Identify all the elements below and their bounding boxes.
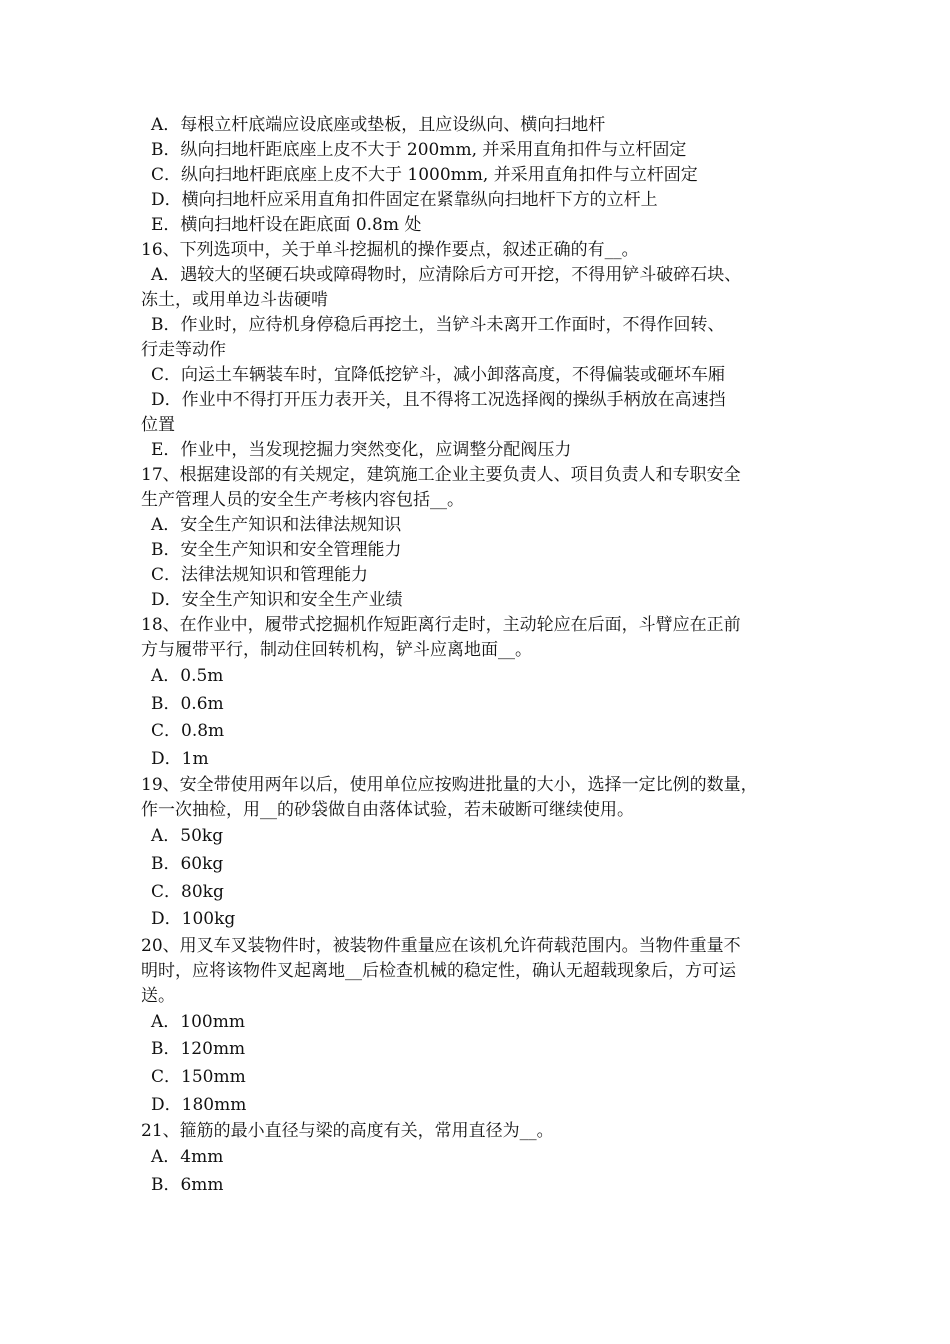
- option-d: D．作业中不得打开压力表开关，且不得将工况选择阀的操纵手柄放在高速挡: [151, 390, 726, 410]
- q15-options: [141, 113, 821, 238]
- question-text: 20、用叉车叉装物件时，被装物件重量应在该机允许荷载范围内。当物件重量不: [141, 935, 741, 956]
- question-20-options: [141, 1009, 821, 1119]
- question-18-options: [141, 663, 821, 773]
- question-16: [141, 238, 821, 463]
- option-a: A．50kg: [151, 826, 224, 847]
- question-text-continued: 作一次抽检，用__的砂袋做自由落体试验，若未破断可继续使用。: [141, 800, 634, 821]
- option-b: B．6mm: [151, 1174, 224, 1195]
- option-b: B．纵向扫地杆距底座上皮不大于 200mm, 并采用直角扣件与立杆固定: [151, 140, 687, 160]
- question-text: 17、根据建设部的有关规定，建筑施工企业主要负责人、项目负责人和专职安全: [141, 465, 741, 485]
- option-b: B．60kg: [151, 853, 224, 874]
- question-17: [141, 463, 821, 663]
- option-c: C．纵向扫地杆距底座上皮不大于 1000mm, 并采用直角扣件与立杆固定: [151, 165, 698, 185]
- option-b: B．作业时，应待机身停稳后再挖土，当铲斗未离开工作面时，不得作回转、: [151, 315, 725, 335]
- page-content: [141, 113, 821, 1199]
- option-e: E．横向扫地杆设在距底面 0.8m 处: [151, 215, 422, 235]
- question-21-options: [141, 1144, 821, 1199]
- option-d: D．100kg: [151, 909, 236, 930]
- question-21: [141, 1119, 821, 1144]
- option-d: D．180mm: [151, 1094, 247, 1115]
- question-text: 16、下列选项中，关于单斗挖掘机的操作要点，叙述正确的有__。: [141, 240, 639, 260]
- question-text-end: 送。: [141, 985, 175, 1006]
- question-18-text: 18、在作业中，履带式挖掘机作短距离行走时，主动轮应在后面，斗臂应在正前: [141, 615, 741, 635]
- question-text-continued: 生产管理人员的安全生产考核内容包括__。: [141, 490, 464, 510]
- option-c: C．向运土车辆装车时，宜降低挖铲斗，减小卸落高度，不得偏装或砸坏车厢: [151, 365, 726, 385]
- option-a-continued: 冻土，或用单边斗齿硬啃: [141, 290, 328, 310]
- option-e: E．作业中，当发现挖掘力突然变化，应调整分配阀压力: [151, 440, 572, 460]
- option-a: A．100mm: [151, 1011, 245, 1032]
- option-c: C．150mm: [151, 1066, 246, 1087]
- option-d: D．安全生产知识和安全生产业绩: [151, 590, 403, 610]
- option-d: D．横向扫地杆应采用直角扣件固定在紧靠纵向扫地杆下方的立杆上: [151, 190, 658, 210]
- option-a: A．0.5m: [151, 666, 224, 686]
- question-text: 19、安全带使用两年以后，使用单位应按购进批量的大小，选择一定比例的数量，: [141, 775, 758, 796]
- option-c: C．80kg: [151, 881, 224, 902]
- question-19: [141, 773, 821, 823]
- question-18-text-continued: 方与履带平行，制动住回转机构，铲斗应离地面__。: [141, 640, 532, 660]
- option-d-continued: 位置: [141, 415, 175, 435]
- option-b-continued: 行走等动作: [141, 340, 226, 360]
- question-text: 21、箍筋的最小直径与梁的高度有关，常用直径为__。: [141, 1121, 554, 1142]
- question-19-options: [141, 823, 821, 933]
- option-b: B．0.6m: [151, 693, 224, 714]
- option-b: B．120mm: [151, 1039, 246, 1060]
- question-text-continued: 明时，应将该物件叉起离地__后检查机械的稳定性，确认无超载现象后，方可运: [141, 960, 736, 981]
- option-b: B．安全生产知识和安全管理能力: [151, 540, 402, 560]
- option-a: A．4mm: [151, 1147, 224, 1168]
- question-20: [141, 934, 821, 1009]
- option-a: A．遇较大的坚硬石块或障碍物时，应清除后方可开挖，不得用铲斗破碎石块、: [151, 265, 742, 285]
- option-a: A．每根立杆底端应设底座或垫板，且应设纵向、横向扫地杆: [151, 115, 606, 135]
- option-c: C．0.8m: [151, 721, 225, 742]
- option-a: A．安全生产知识和法律法规知识: [151, 515, 402, 535]
- option-d: D．1m: [151, 748, 209, 769]
- option-c: C．法律法规知识和管理能力: [151, 565, 369, 585]
